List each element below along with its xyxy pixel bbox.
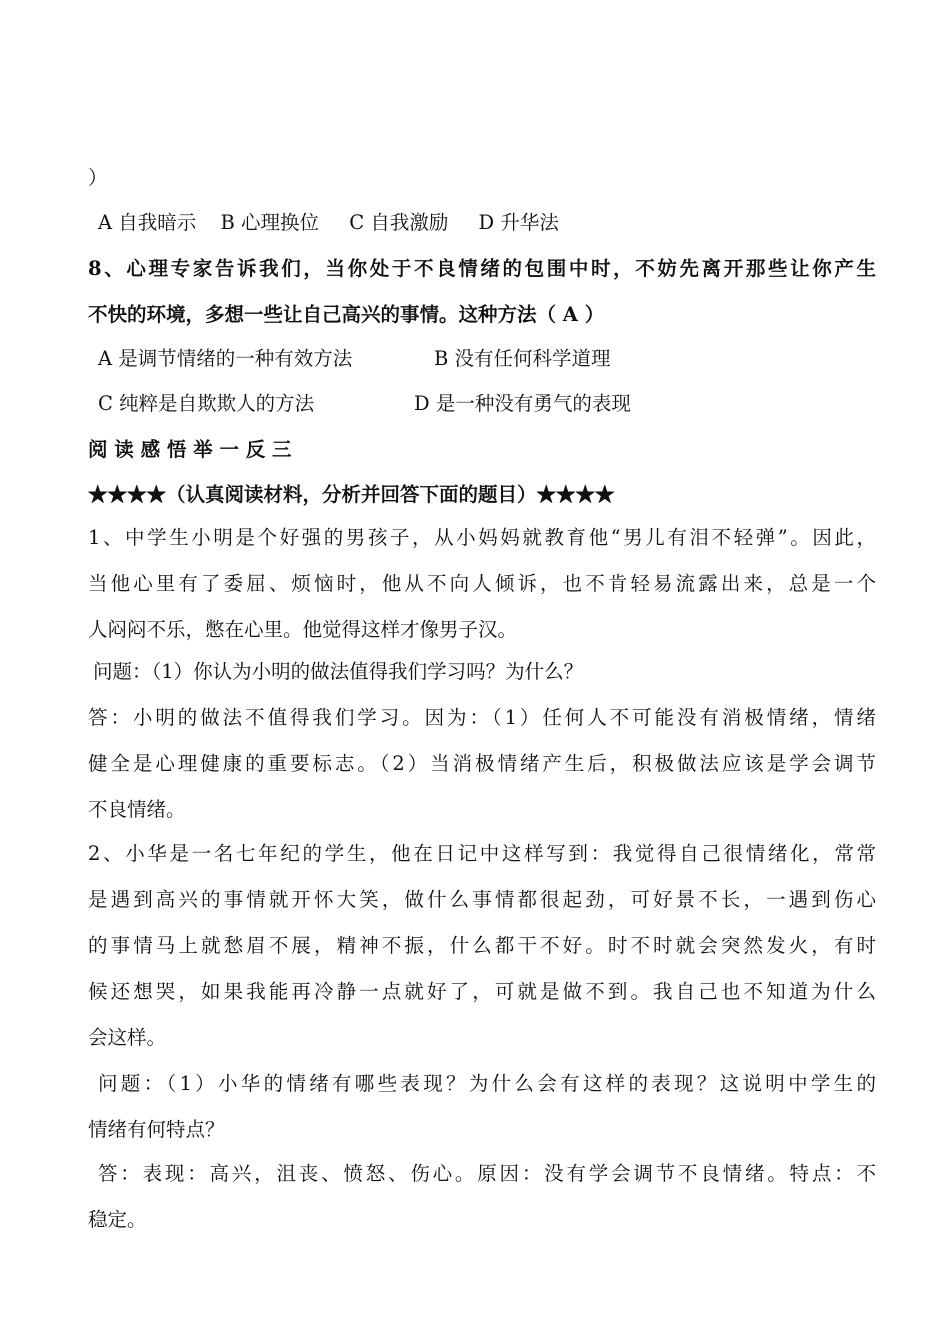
q7-option-a: A 自我暗示 bbox=[98, 211, 197, 234]
item2-question-1: 问题：（1）小华的情绪有哪些表现？为什么会有这样的表现？这说明中学生的 bbox=[98, 1072, 876, 1095]
q8-option-b: B 没有任何科学道理 bbox=[434, 347, 611, 370]
q8-line-2: 不快的环境，多想一些让自己高兴的事情。这种方法（ A ） bbox=[88, 303, 605, 326]
item1-line-1: 1、中学生小明是个好强的男孩子，从小妈妈就教育他“男儿有泪不轻弹”。因此， bbox=[88, 526, 876, 549]
item2-line-3: 的事情马上就愁眉不展，精神不振，什么都干不好。时不时就会突然发火，有时 bbox=[88, 934, 876, 957]
item2-line-1: 2、小华是一名七年纪的学生，他在日记中这样写到：我觉得自己很情绪化，常常 bbox=[88, 842, 876, 865]
item1-answer-3: 不良情绪。 bbox=[88, 798, 186, 821]
item2-answer-2: 稳定。 bbox=[88, 1208, 147, 1231]
item1-answer-1: 答：小明的做法不值得我们学习。因为：（1）任何人不可能没有消极情绪，情绪 bbox=[88, 706, 876, 729]
q8-option-d: D 是一种没有勇气的表现 bbox=[414, 392, 631, 415]
item1-line-2: 当他心里有了委屈、烦恼时，他从不向人倾诉，也不肯轻易流露出来，总是一个 bbox=[88, 572, 876, 595]
item2-answer-1: 答：表现：高兴，沮丧、愤怒、伤心。原因：没有学会调节不良情绪。特点：不 bbox=[98, 1162, 876, 1185]
q8-option-c: C 纯粹是自欺欺人的方法 bbox=[98, 392, 315, 415]
q7-option-c: C 自我激励 bbox=[349, 211, 449, 234]
item1-line-3: 人闷闷不乐，憋在心里。他觉得这样才像男子汉。 bbox=[88, 618, 518, 641]
item1-answer-2: 健全是心理健康的重要标志。（2）当消极情绪产生后，积极做法应该是学会调节 bbox=[88, 752, 876, 775]
closing-paren: ） bbox=[88, 166, 108, 189]
q8-line-1: 8、心理专家告诉我们，当你处于不良情绪的包围中时，不妨先离开那些让你产生 bbox=[88, 257, 876, 280]
section-title: 阅 读 感 悟 举 一 反 三 bbox=[88, 438, 292, 461]
q7-option-b: B 心理换位 bbox=[220, 211, 320, 234]
q7-option-d: D 升华法 bbox=[478, 211, 559, 234]
item2-line-2: 是遇到高兴的事情就开怀大笑，做什么事情都很起劲，可好景不长，一遇到伤心 bbox=[88, 888, 876, 911]
q7-options bbox=[98, 210, 559, 236]
q8-option-a: A 是调节情绪的一种有效方法 bbox=[98, 347, 353, 370]
item2-line-5: 会这样。 bbox=[88, 1026, 167, 1049]
item2-question-2: 情绪有何特点？ bbox=[88, 1118, 225, 1141]
item2-line-4: 候还想哭，如果我能再冷静一点就好了，可就是做不到。我自己也不知道为什么 bbox=[88, 980, 876, 1003]
item1-question: 问题：（1）你认为小明的做法值得我们学习吗？为什么？ bbox=[93, 660, 584, 683]
instruction: ★★★★（认真阅读材料，分析并回答下面的题目）★★★★ bbox=[88, 483, 615, 506]
